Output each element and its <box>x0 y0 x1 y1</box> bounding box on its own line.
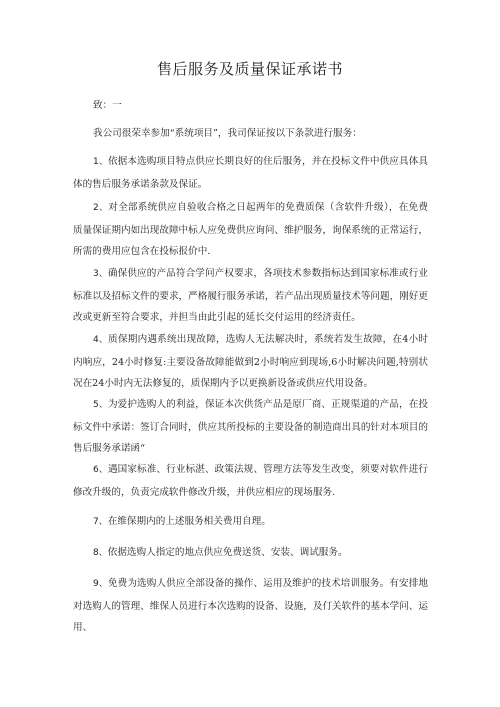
intro-paragraph: 我公司很荣幸参加“系统项目”，我司保证按以下条款进行服务： <box>93 128 362 139</box>
clause-number: 1、 <box>93 157 108 167</box>
clause-text: 免费为选购人供应全部设备的操作、运用及维护的技术培训服务。有安排地对选购人的管理、维保人员进行本次选购的设备、设施，及仃关软件的基本学问、运用、 <box>73 578 429 633</box>
clause-5 <box>73 394 428 460</box>
salutation-line: 致：一 <box>93 100 122 111</box>
clause-6 <box>73 459 428 503</box>
clause-text: 质保期内遇系统出现故障，选购人无法解决时，系统若发生故障，在4小时内响应，24小时修复:主要设备故障能做到2小时响应到现场,6小时解决问题,特别状况在24小时内无法修复的，质保期内予以更换新设备或供应代用设备。 <box>73 334 428 389</box>
clause-8 <box>73 542 428 565</box>
clause-number: 8、 <box>93 548 108 558</box>
clause-number: 6、 <box>93 465 108 475</box>
clause-text: 依据选购人指定的地点供应免费送货、安装、调试服务。 <box>107 547 348 558</box>
clause-4 <box>73 329 428 395</box>
document-title: 售后服务及质量保证承诺书 <box>156 60 343 78</box>
clause-number: 5、 <box>93 400 108 410</box>
clause-text: 对全部系统供应自验收合格之日起两年的免费质保（含软件升级），在免费质量保证期内如出现故障中标人应免费供应询问、维护服务，询保系统的正常运行，所需的费用应包含在投标报价中. <box>73 202 428 257</box>
clause-text: 为爱护选购人的利益，保证本次供货产品是原厂商、正规渠道的产品，在投标文件中承诺：签订合同时，供应其所投标的主要设备的制造商出具的针对本项目的售后服务承诺函“ <box>73 399 429 454</box>
clause-text: 确保供应的产品符合学问产权要求，各项技术参数指标达到国家标准或行业标准以及招标文件的要求，严格履行服务承诺，若产品出现质量技术等问题，刚好更改或更新至符合要求，并担当由此引起的延长交付运用的经济责任。 <box>73 268 429 323</box>
clause-text: 依据本选购项目特点供应长期良好的住后服务，并在投标文件中供应具体具体的售后服务承诺条款及保证。 <box>73 156 429 190</box>
clause-text: 在维保期内的上述服务相关费用自理。 <box>107 516 271 527</box>
clause-number: 2、 <box>93 203 109 213</box>
clause-1 <box>73 151 428 195</box>
clause-7 <box>73 511 428 534</box>
clause-3 <box>73 263 428 329</box>
clause-number: 3、 <box>93 269 108 279</box>
clause-number: 7、 <box>93 517 108 527</box>
clause-9 <box>73 573 428 639</box>
clause-number: 4、 <box>93 335 109 345</box>
clause-2 <box>73 197 428 263</box>
clause-text: 遇国家标准、行业标湛、政策法规、管理方法等发生改变，须要对软件进行修改升级的，负责完成软件修改升级，并供应相应的现场服务. <box>73 464 429 498</box>
clause-number: 9、 <box>93 579 108 589</box>
